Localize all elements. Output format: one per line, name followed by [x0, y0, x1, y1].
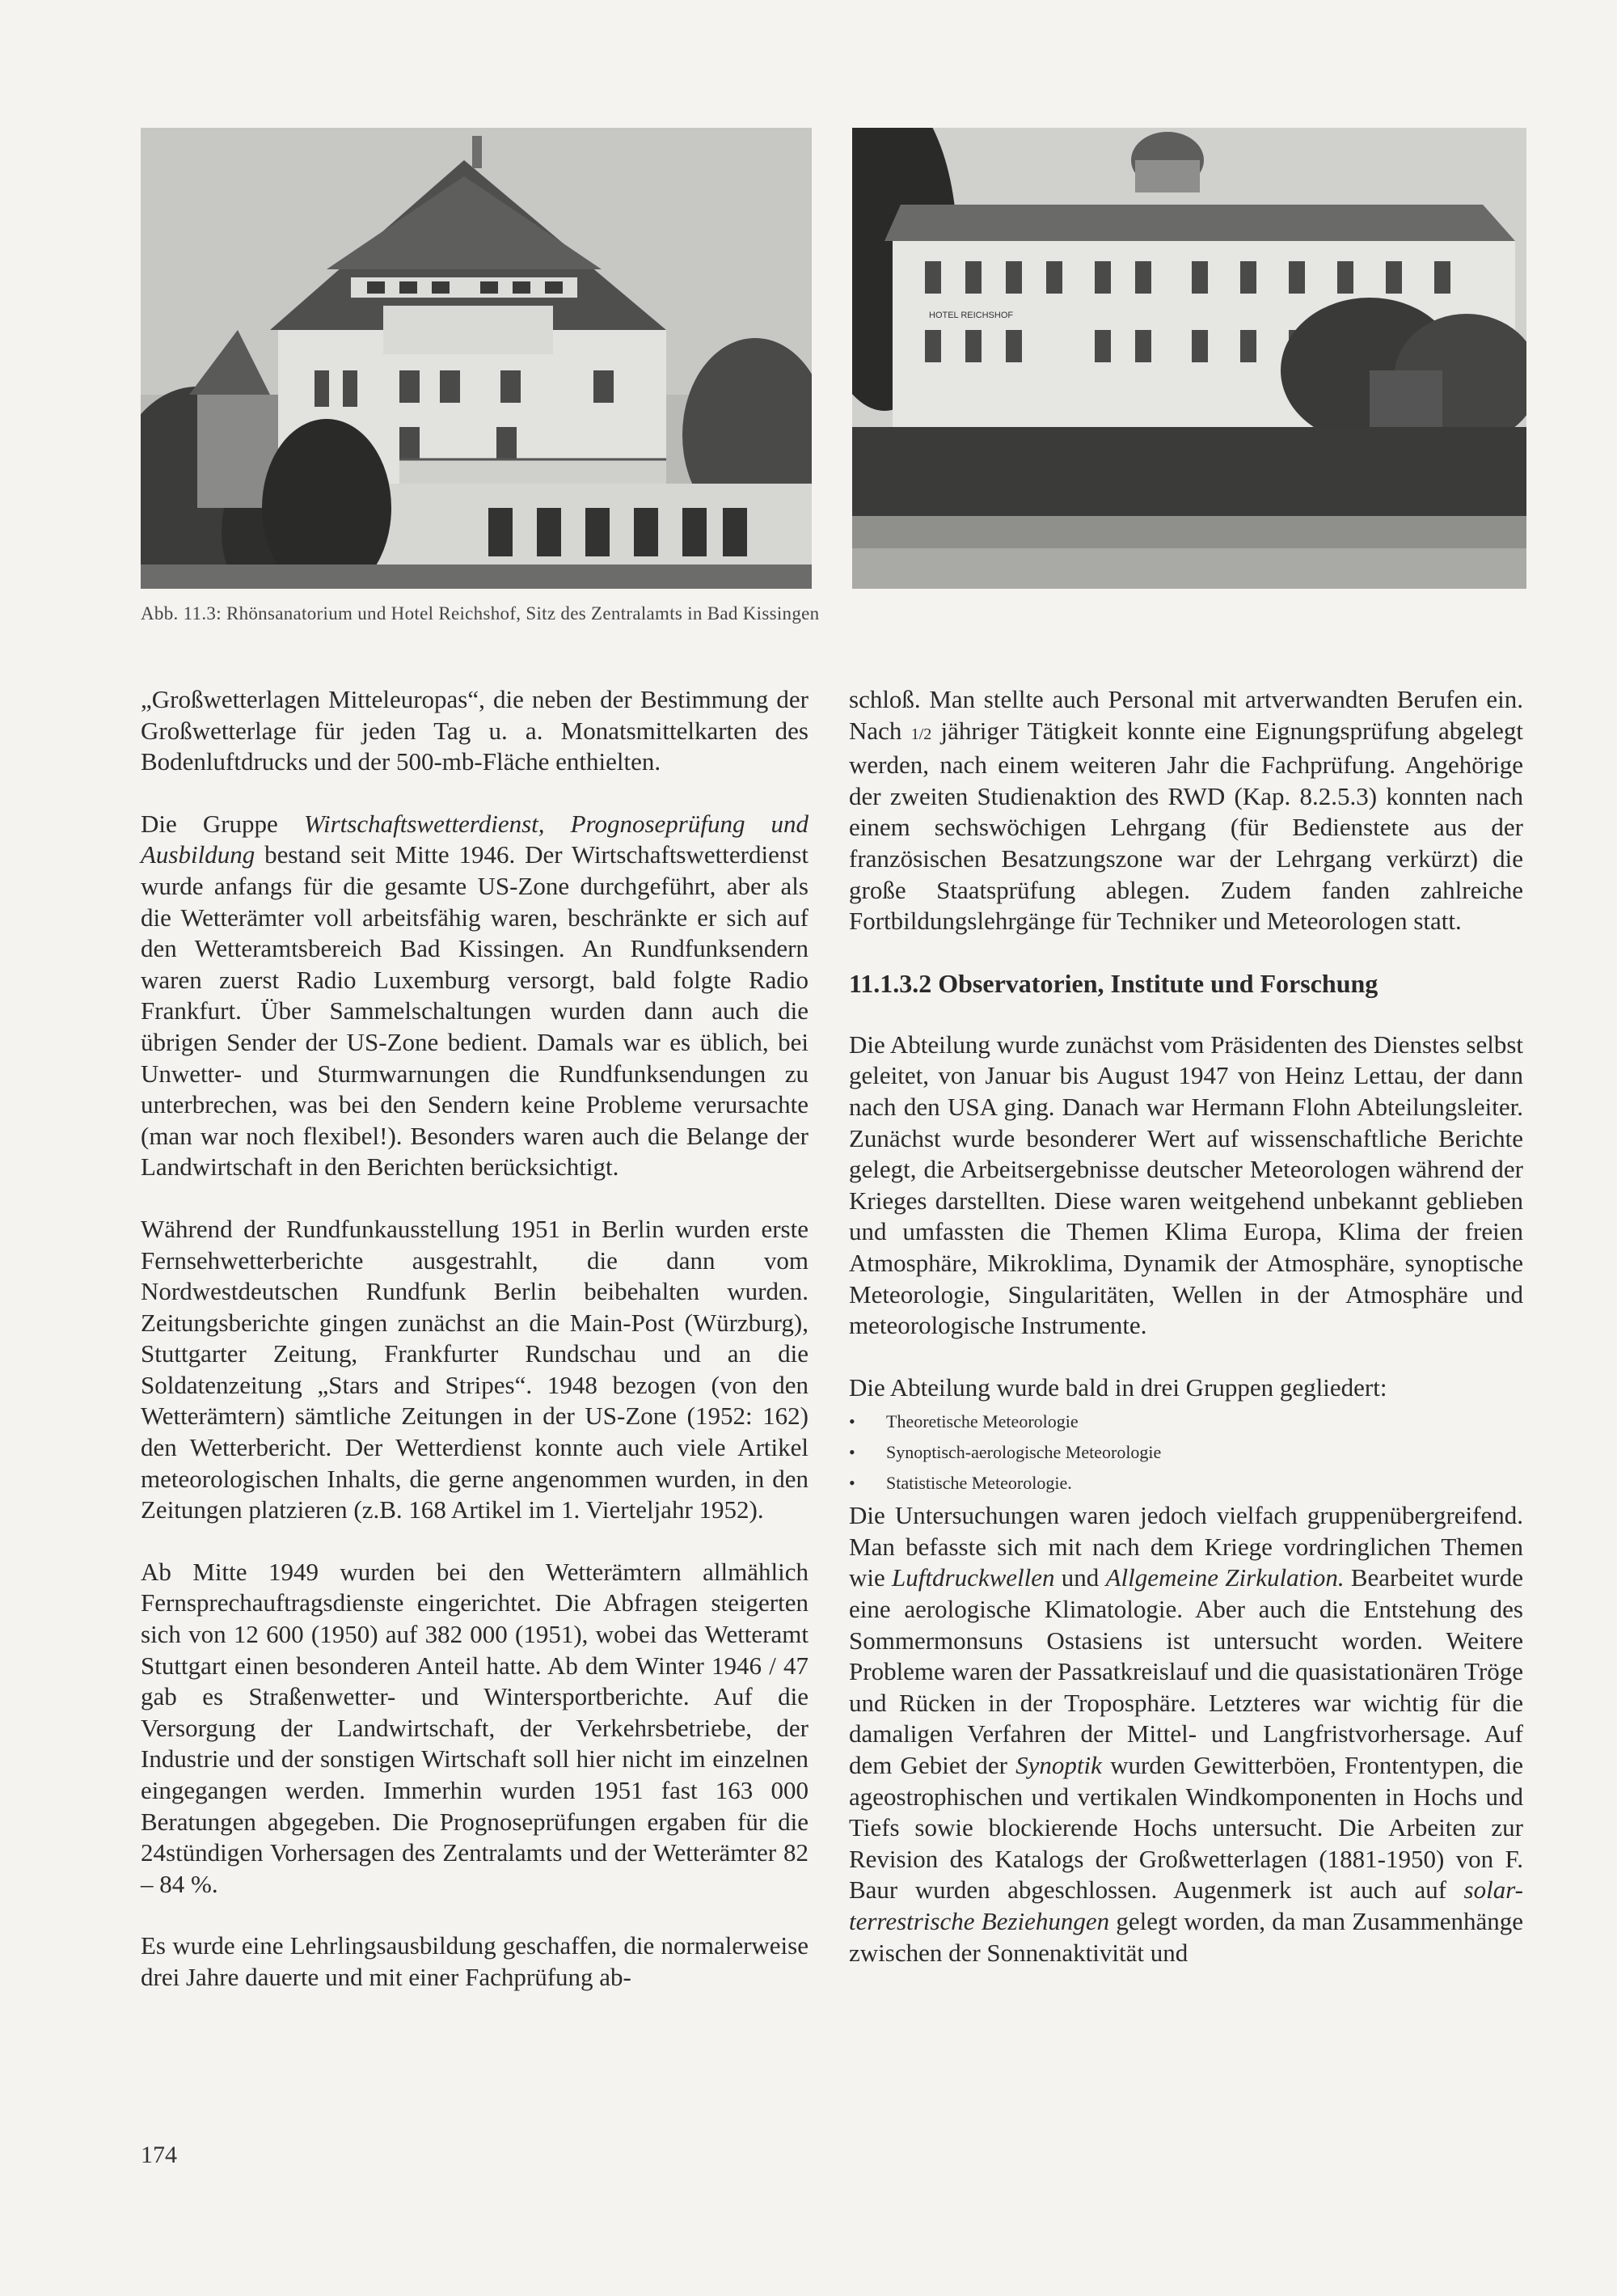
paragraph: Die Untersuchungen waren jedoch vielfach gruppenübergreifend. Man befasste sich mit nach dem Kriege vordringlichen Themen wie Luftdruckwellen und Allgemeine Zirkulation. Bearbeitet wurde eine aerologische Klimatologie. Aber auch die Entstehung des Sommermonsuns Ostasiens ist untersucht worden. Weitere Probleme waren der Passatkreislauf und die quasistationären Tröge und Rücken in der Troposphäre. Letzteres war wichtig für die damaligen Verfahren der Mittel- und Langfristvorhersage. Auf dem Gebiet der Synoptik wurden Gewitterböen, Frontentypen, die ageostrophischen und vertikalen Windkomponenten in Hochs und Tiefs sowie blockierende Hochs untersucht. Die Arbeiten zur Revision des Katalogs der Großwetterlagen (1881-1950) von F. Baur wurden abgeschlossen. Augenmerk ist auch auf solar-terrestrische Beziehungen gelegt worden, da man Zusammenhänge zwischen der Sonnenaktivität und [849, 1501, 1524, 1967]
list-item: • Synoptisch-aerologische Meteorologie [886, 1437, 1523, 1468]
bullet-list [849, 1406, 1523, 1499]
paragraph: Es wurde eine Lehrlingsausbildung geschaffen, die normalerweise drei Jahre dauerte und mit einer Fachprüfung ab- [141, 1931, 808, 1991]
paragraph: „Großwetterlagen Mitteleuropas“, die neben der Bestimmung der Großwetterlage für jeden Tag u. a. Monatsmittelkarten des Bodenluftdrucks und der 500-mb-Fläche enthielten. [141, 685, 808, 776]
list-item: • Statistische Meteorologie. [886, 1468, 1523, 1499]
paragraph: Während der Rundfunkausstellung 1951 in Berlin wurden erste Fernsehwetterberichte ausgestrahlt, die dann vom Nordwestdeutschen Rundfunk Berlin beibehalten wurden. Zeitungsberichte gingen zunächst an die Main-Post (Würzburg), Stuttgarter Zeitung, Frankfurter Rundschau und an die Soldatenzeitung „Stars and Stripes“. 1948 bezogen (von den Wetterämtern) sämtliche Zeitungen in der US-Zone (1952: 162) den Wetterbericht. Der Wetterdienst konnte auch viele Artikel meteorologischen Inhalts, die gerne angenommen wurden, in den Zeitungen platzieren (z.B. 168 Artikel im 1. Vierteljahr 1952). [141, 1214, 808, 1524]
photo-rhoensanatorium [141, 128, 812, 589]
page-number: 174 [141, 2142, 177, 2168]
hotel-sign: HOTEL REICHSHOF [929, 311, 1014, 320]
photo-hotel-reichshof [852, 128, 1526, 589]
paragraph: schloß. Man stellte auch Personal mit artverwandten Berufen ein. Nach 1/2 jähriger Tätigkeit konnte eine Eignungsprüfung abgelegt werden, nach einem weiteren Jahr die Fachprüfung. Angehörige der zweiten Studienaktion des RWD (Kap. 8.2.5.3) konnten nach einem sechswöchigen Lehrgang (für Bedienstete aus der französischen Besatzungszone war der Lehrgang verkürzt) die große Staatsprüfung ablegen. Zudem fanden zahlreiche Fortbildungslehrgänge für Techniker und Meteorologen statt. [849, 685, 1523, 936]
left-column [141, 684, 808, 2024]
paragraph: Ab Mitte 1949 wurden bei den Wetterämtern allmählich Fernsprechauftragsdienste eingerichtet. Die Abfragen steigerten sich von 12 600 (1950) auf 382 000 (1951), wobei das Wetteramt Stuttgart einen besonderen Anteil hatte. Ab dem Winter 1946 / 47 gab es Straßenwetter- und Wintersportberichte. Auf die Versorgung der Landwirtschaft, der Verkehrsbetriebe, der Industrie und der sonstigen Wirtschaft soll hier nicht im einzelnen eingegangen werden. Immerhin wurden 1951 fast 163 000 Beratungen abgegeben. Die Prognoseprüfungen ergaben für die 24stündigen Vorhersagen des Zentralamts und der Wetterämter 82 – 84 %. [141, 1557, 808, 1898]
figure-caption: Abb. 11.3: Rhönsanatorium und Hotel Reichshof, Sitz des Zentralamts in Bad Kissingen [141, 603, 820, 624]
right-column [849, 684, 1523, 1999]
paragraph: Die Abteilung wurde zunächst vom Präsidenten des Dienstes selbst geleitet, von Januar bis August 1947 von Heinz Lettau, der dann nach den USA ging. Danach war Hermann Flohn Abteilungsleiter. Zunächst wurde besonderer Wert auf wissenschaftliche Berichte gelegt, die Arbeitsergebnisse deutscher Meteorologen während der Krieges darstellten. Diese waren weitgehend unbekannt geblieben und umfassten die Themen Klima Europa, Klima der freien Atmosphäre, Mikroklima, Dynamik der Atmosphäre, synoptische Meteorologie, Singularitäten, Wellen in der Atmosphäre und meteorologische Instrumente. [849, 1030, 1523, 1340]
list-item: • Theoretische Meteorologie [886, 1406, 1523, 1437]
paragraph: Die Gruppe Wirtschaftswetterdienst, Prognoseprüfung und Ausbildung bestand seit Mitte 1946. Der Wirtschaftswetterdienst wurde anfangs für die gesamte US-Zone durchgeführt, aber als die Wetterämter voll arbeitsfähig waren, beschränkte er sich auf den Wetteramtsbereich Bad Kissingen. An Rundfunksendern waren zuerst Radio Luxemburg versorgt, bald folgte Radio Frankfurt. Über Sammelschaltungen wurden dann auch die übrigen Sender der US-Zone bedient. Damals war es üblich, bei Unwetter- und Sturmwarnungen die Rundfunksendungen zu unterbrechen, was bei den Sendern keine Probleme verursachte (man war noch flexibel!). Besonders waren auch die Belange der Landwirtschaft in den Berichten berücksichtigt. [141, 809, 809, 1182]
section-heading: 11.1.3.2 Observatorien, Institute und Forschung [849, 968, 1378, 998]
paragraph: Die Abteilung wurde bald in drei Gruppen gegliedert: [849, 1372, 1387, 1402]
